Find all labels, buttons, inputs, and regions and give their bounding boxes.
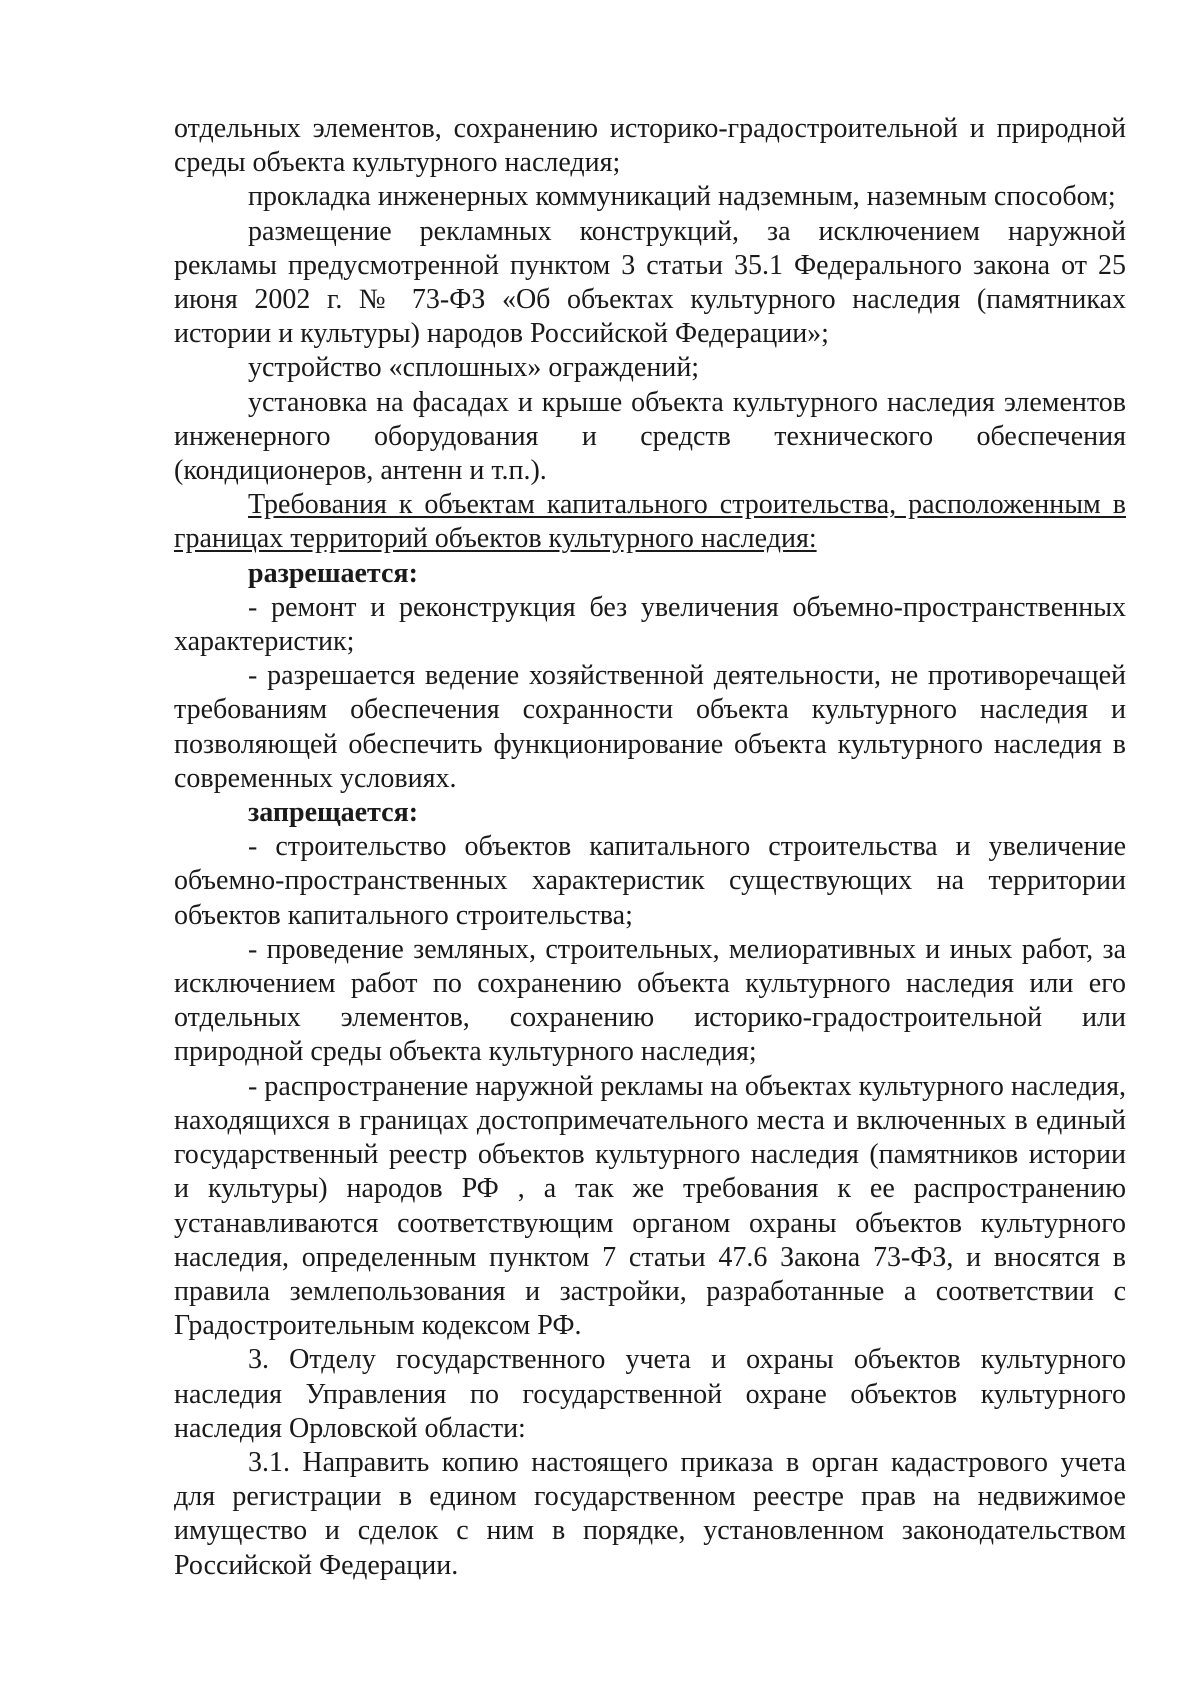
- paragraph-economic-activity: - разрешается ведение хозяйственной деятельности, не противоречащей требованиям обеспечения сохранности объекта культурного наследия и позволяющей обеспечить функционирование объекта культурного наследия в современных условиях.: [174, 660, 1126, 794]
- paragraph-solid-fences: устройство «сплошных» ограждений;: [248, 352, 700, 384]
- paragraph-facade-equipment: установка на фасадах и крыше объекта культурного наследия элементов инженерного оборудования и средств технического обеспечения (кондиционеров, антенн и т.п.).: [174, 386, 1126, 487]
- paragraph-outdoor-advertising: - распространение наружной рекламы на объектах культурного наследия, находящихся в границах достопримечательного места и включенных в единый государственный реестр объектов культурного наследия (памятников истории и культуры) народов РФ , а так же требования к ее распространению устанавливаются соответствующим органом охраны объектов культурного наследия, определенным пунктом 7 статьи 47.6 Закона 73-ФЗ, и вносятся в правила землепользования и застройки, разработанные а соответствии с Градостроительным кодексом РФ.: [174, 1070, 1126, 1342]
- section-heading-text: Требования к объектам капитального строительства, расположенным в границах территорий объектов культурного наследия:: [174, 489, 1126, 555]
- label-allowed: разрешается:: [248, 557, 418, 589]
- label-prohibited: запрещается:: [248, 797, 419, 829]
- paragraph-construction-prohibited: - строительство объектов капитального строительства и увеличение объемно-пространственных характеристик существующих на территории объектов капитального строительства;: [174, 831, 1126, 931]
- document-page: [174, 112, 1126, 1583]
- paragraph-engineering-communications: прокладка инженерных коммуникаций надземным, наземным способом;: [248, 181, 1116, 213]
- paragraph-continuation: отдельных элементов, сохранению историко-градостроительной и природной среды объекта культурного наследия;: [174, 113, 1126, 179]
- paragraph-item-3: 3. Отделу государственного учета и охраны объектов культурного наследия Управления по государственной охране объектов культурного наследия Орловской области:: [174, 1344, 1126, 1444]
- paragraph-repair-reconstruction: - ремонт и реконструкция без увеличения объемно-пространственных характеристик;: [174, 591, 1126, 658]
- section-heading-requirements: [174, 488, 1126, 556]
- paragraph-earthworks-prohibited: - проведение земляных, строительных, мелиоративных и иных работ, за исключением работ по сохранению объекта культурного наследия или его отдельных элементов, сохранению историко-градостроительной или природной среды объекта культурного наследия;: [174, 933, 1126, 1068]
- paragraph-item-3-1: 3.1. Направить копию настоящего приказа в орган кадастрового учета для регистрации в едином государственном реестре прав на недвижимое имущество и сделок с ним в порядке, установленном законодательством Российской Федерации.: [174, 1446, 1126, 1581]
- paragraph-advertising-structures: размещение рекламных конструкций, за исключением наружной рекламы предусмотренной пунктом 3 статьи 35.1 Федерального закона от 25 июня 2002 г. № 73-ФЗ «Об объектах культурного наследия (памятниках истории и культуры) народов Российской Федерации»;: [174, 215, 1126, 350]
